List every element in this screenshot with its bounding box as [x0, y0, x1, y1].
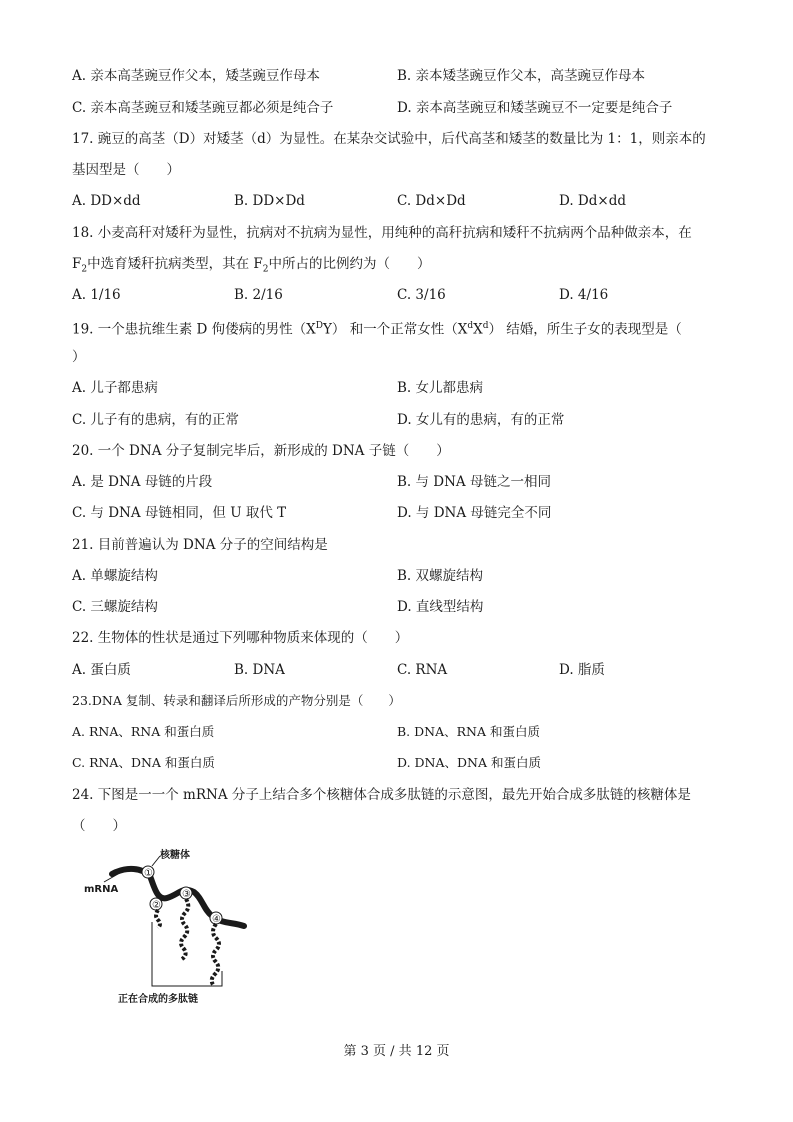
q17-option-d: D. Dd×dd [559, 193, 626, 209]
ribosome-number-3: ③ [182, 889, 191, 900]
q18-stem-line2 [72, 255, 431, 279]
q22-option-a: A. 蛋白质 [72, 662, 131, 678]
q19-stem-line1 [72, 317, 682, 339]
q17-option-c: C. Dd×Dd [397, 193, 466, 209]
q19-xd-sup: D [315, 321, 323, 331]
ribosome-number-2: ② [152, 900, 161, 911]
q23-option-a: A. RNA、RNA 和蛋白质 [72, 724, 215, 739]
q18-option-d: D. 4/16 [559, 287, 609, 303]
q24-stem-line1: 24. 下图是一一个 mRNA 分子上结合多个核糖体合成多肽链的示意图，最先开始合成多肽链的核糖体是 [72, 787, 691, 803]
q19-x-symbol: X [473, 321, 483, 338]
q20-option-c: C. 与 DNA 母链相同，但 U 取代 T [72, 505, 287, 521]
q23-option-d: D. DNA、DNA 和蛋白质 [397, 755, 541, 770]
q24-stem-line2: （ ） [72, 818, 126, 834]
q21-option-d: D. 直线型结构 [397, 599, 484, 615]
q16-option-a: A. 亲本高茎豌豆作父本，矮茎豌豆作母本 [72, 68, 320, 84]
q22-option-c: C. RNA [397, 662, 448, 678]
polypeptide-chain-1 [156, 910, 160, 928]
q18-f-sub-2: 2 [262, 264, 269, 275]
q17-stem-line2: 基因型是（ ） [72, 162, 180, 178]
q18-option-c: C. 3/16 [397, 287, 446, 303]
q22-option-d: D. 脂质 [559, 662, 605, 678]
polypeptide-chain-3 [212, 924, 219, 986]
q22-option-b: B. DNA [234, 662, 285, 678]
q22-stem: 22. 生物体的性状是通过下列哪种物质来体现的（ ） [72, 630, 409, 646]
q19-stem-mid: Y） 和一个正常女性（X [323, 321, 468, 338]
q18-stem-line1: 18. 小麦高秆对矮秆为显性，抗病对不抗病为显性，用纯种的高秆抗病和矮秆不抗病两个品种做亲本，在 [72, 225, 692, 241]
q16-option-c: C. 亲本高茎豌豆和矮茎豌豆都必须是纯合子 [72, 100, 334, 116]
q20-option-a: A. 是 DNA 母链的片段 [72, 474, 213, 490]
q18-stem-end: 中所占的比例约为（ ） [268, 256, 431, 272]
q17-option-b: B. DD×Dd [234, 193, 305, 209]
mrna-label: mRNA [84, 884, 119, 895]
q17-option-a: A. DD×dd [72, 193, 141, 209]
q19-option-c: C. 儿子有的患病，有的正常 [72, 412, 239, 428]
q21-option-a: A. 单螺旋结构 [72, 568, 158, 584]
ribosome-number-1: ① [144, 868, 153, 879]
q20-option-d: D. 与 DNA 母链完全不同 [397, 505, 552, 521]
q23-stem: 23.DNA 复制、转录和翻译后所形成的产物分别是（ ） [72, 693, 401, 708]
polypeptide-chain-2 [181, 899, 188, 959]
q19-stem-end: ） 结婚，所生子女的表现型是（ [488, 321, 682, 338]
q18-f-symbol: F [72, 256, 82, 272]
ribosome-label-line [152, 856, 160, 866]
ribosome-label: 核糖体 [160, 850, 190, 861]
q23-option-b: B. DNA、RNA 和蛋白质 [397, 724, 540, 739]
q21-option-c: C. 三螺旋结构 [72, 599, 158, 615]
q19-stem-start: 19. 一个患抗维生素 D 佝偻病的男性（X [72, 321, 316, 338]
q16-option-b: B. 亲本矮茎豌豆作父本，高茎豌豆作母本 [397, 68, 646, 84]
q19-option-b: B. 女儿都患病 [397, 380, 484, 396]
ribosome-number-4: ④ [212, 914, 221, 925]
ribosome-mrna-figure [82, 846, 262, 1006]
q16-option-d: D. 亲本高茎豌豆和矮茎豌豆不一定要是纯合子 [397, 100, 673, 116]
polypeptide-label: 正在合成的多肽链 [118, 994, 198, 1005]
q19-xd-sup-2: d [467, 321, 474, 331]
q19-stem-line2: ） [72, 349, 86, 365]
q23-option-c: C. RNA、DNA 和蛋白质 [72, 755, 215, 770]
q18-stem-mid: 中选育矮秆抗病类型，其在 F [87, 256, 263, 272]
page-footer: 第 3 页 / 共 12 页 [343, 1044, 450, 1059]
q20-stem: 20. 一个 DNA 分子复制完毕后，新形成的 DNA 子链（ ） [72, 443, 450, 459]
q21-stem: 21. 目前普遍认为 DNA 分子的空间结构是 [72, 537, 328, 553]
q18-option-b: B. 2/16 [234, 287, 283, 303]
q17-stem-line1: 17. 豌豆的高茎（D）对矮茎（d）为显性。在某杂交试验中，后代高茎和矮茎的数量比为 1：1，则亲本的 [72, 131, 706, 147]
mrna-strand [112, 869, 244, 926]
q18-f-sub: 2 [81, 264, 88, 275]
q21-option-b: B. 双螺旋结构 [397, 568, 484, 584]
q18-option-a: A. 1/16 [72, 287, 121, 303]
q20-option-b: B. 与 DNA 母链之一相同 [397, 474, 551, 490]
q19-option-d: D. 女儿有的患病，有的正常 [397, 412, 565, 428]
q19-option-a: A. 儿子都患病 [72, 380, 158, 396]
q19-xd-sup-3: d [482, 321, 489, 331]
